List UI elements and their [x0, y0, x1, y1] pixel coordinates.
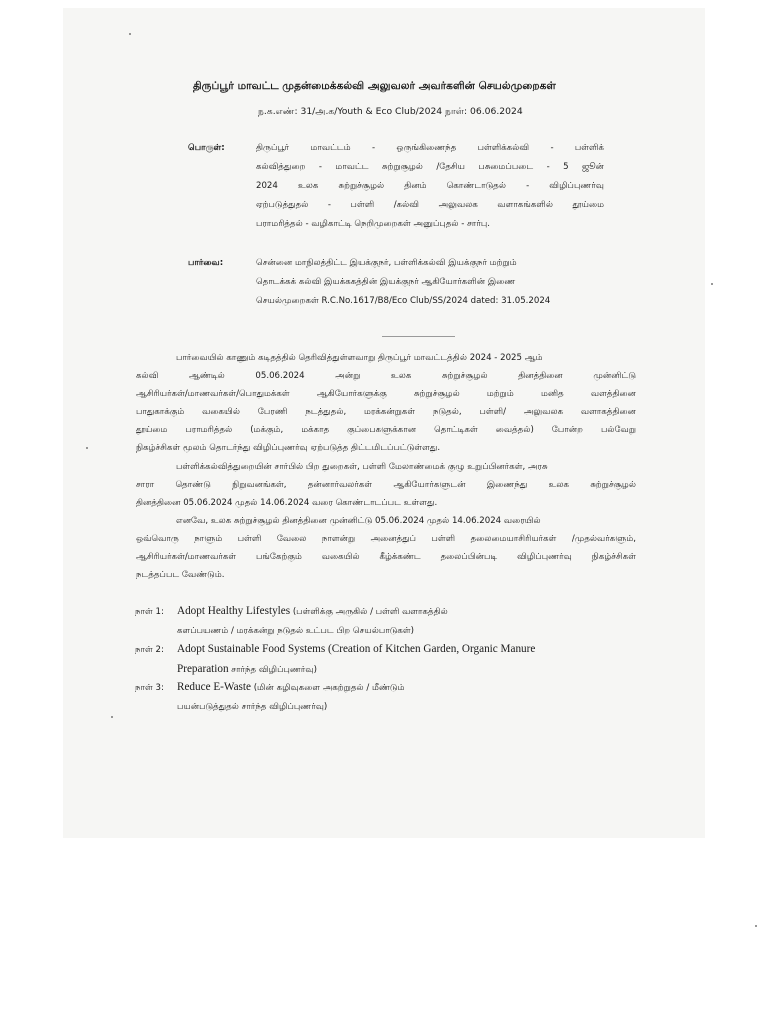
reference-line: செயல்முறைகள் R.C.No.1617/B8/Eco Club/SS/2024 dated: 31.05.2024 [256, 296, 551, 306]
paragraph-line: நிகழ்ச்சிகள் மூலம் தொடர்ந்து விழிப்புணர்வு ஏற்படுத்த திட்டமிடப்பட்டுள்ளது. [136, 443, 441, 453]
day-title-detail: (பள்ளிக்கு அருகில் / பள்ளி வளாகத்தில் [290, 607, 448, 617]
subject-label [188, 139, 225, 158]
day-label: நாள் 2: [135, 645, 164, 655]
paragraph-line: சாரா தொண்டு நிறுவனங்கள், தன்னார்வலர்கள் ஆகியோர்களுடன் இணைந்து உலக சுற்றுச்சூழல் [136, 480, 636, 490]
paragraph-line: பாதுகாக்கும் வகையில் பேரணி நடத்துதல், மரக்கன்றுகள் நடுதல், பள்ளி/ அலுவலக வளாகத்தினை [136, 407, 636, 417]
day-title: Adopt Sustainable Food Systems (Creation of Kitchen Garden, Organic Manure [177, 643, 536, 655]
day-detail-ta: சார்ந்த விழிப்புணர்வு) [228, 665, 317, 675]
scan-speck [86, 447, 88, 449]
section-divider [382, 336, 455, 337]
day-detail [135, 660, 535, 680]
day-item-1 [135, 602, 448, 641]
body-paragraph-1 [136, 349, 636, 457]
day-detail: களப்பயணம் / மரக்கன்று நடுதல் உட்பட பிற செயல்பாடுகள்) [177, 626, 414, 636]
subject-line: கல்வித்துறை - மாவட்ட சுற்றுசூழல் /தேசிய பசுமைப்படை - 5 ஜூன் [256, 162, 604, 172]
day-title: Reduce E-Waste [177, 681, 251, 693]
paragraph-line: கல்வி ஆண்டில் 05.06.2024 அன்று உலக சுற்றுச்சூழல் தினத்தினை முன்னிட்டு [136, 371, 636, 381]
day-title-detail: (மின் கழிவுகளை அகற்றுதல் / மீண்டும் [250, 683, 405, 693]
reference-line: சென்னை மாநிலத்திட்ட இயக்குநர், பள்ளிக்கல்வி இயக்குநர் மற்றும் [256, 258, 517, 268]
paragraph-line: ஆசிரியர்கள்/மாணவர்கள் பங்கேற்கும் வகையில் கீழ்க்கண்ட தலைப்பின்படி விழிப்புணர்வு நிகழ்ச்சிகள் [136, 552, 636, 562]
day-detail: பயன்படுத்துதல் சார்ந்த விழிப்புணர்வு) [177, 702, 328, 712]
body-paragraph-2 [136, 458, 636, 512]
paragraph-line: பார்வையில் காணும் கடிதத்தில் தெரிவித்துள்ளவாறு திருப்பூர் மாவட்டத்தில் 2024 - 2025 ஆம் [176, 353, 543, 363]
body-paragraph-3 [136, 512, 636, 584]
paragraph-line: ஆசிரியர்கள்/மாணவர்கள்/பொதுமக்கள் ஆகியோர்களுக்கு சுற்றுச்சூழல் மற்றும் மனித வளத்தினை [136, 389, 636, 399]
day-detail-en: Preparation [177, 663, 229, 675]
subject-label-text: பொருள்: [188, 143, 225, 153]
day-item-3 [135, 678, 405, 717]
reference-text [256, 254, 604, 311]
reference-label [188, 254, 223, 273]
paragraph-line: பள்ளிக்கல்வித்துறையின் சார்பில் பிற துறைகள், பள்ளி மேலாண்மைக் குழு உறுப்பினர்கள், அரசு [176, 462, 548, 472]
scan-speck [755, 925, 757, 927]
day-title: Adopt Healthy Lifestyles [177, 605, 291, 617]
paragraph-line: தூய்மை பராமரித்தல் (மக்கும், மக்காத குப்பைகளுக்கான தொட்டிகள் வைத்தல்) போன்ற பல்வேறு [136, 425, 636, 435]
scan-speck [129, 33, 131, 35]
day-item-2 [135, 640, 535, 680]
subject-line: ஏற்படுத்துதல் - பள்ளி /கல்வி அலுவலக வளாகங்களில் தூய்மை [256, 200, 604, 210]
subject-line: 2024 உலக சுற்றுச்சூழல் தினம் கொண்டாடுதல் - விழிப்புணர்வு [256, 181, 604, 191]
day-label: நாள் 3: [135, 683, 164, 693]
subject-line: பராமரித்தல் - வழிகாட்டி நெறிமுறைகள் அனுப்புதல் - சார்பு. [256, 219, 490, 229]
reference-line: தொடக்கக் கல்வி இயக்ககத்தின் இயக்குநர் ஆகியோர்களின் இணை [256, 277, 516, 287]
scan-speck [711, 283, 713, 285]
paragraph-line: தினத்தினை 05.06.2024 முதல் 14.06.2024 வரை கொண்டாடப்பட உள்ளது. [136, 498, 438, 508]
reference-number: ந.க.எண்: 31/அ.க/Youth & Eco Club/2024 நாள்: 06.06.2024 [258, 106, 523, 117]
subject-text [256, 139, 604, 234]
paragraph-line: நடத்தப்பட வேண்டும். [136, 570, 225, 580]
reference-label-text: பார்வை: [188, 258, 224, 268]
subject-line: திருப்பூர் மாவட்டம் - ஒருங்கிணைந்த பள்ளிக்கல்வி - பள்ளிக் [256, 143, 604, 153]
paragraph-line: எனவே, உலக சுற்றுச்சூழல் தினத்தினை முன்னிட்டு 05.06.2024 முதல் 14.06.2024 வரையில் [176, 516, 541, 526]
scan-speck [111, 716, 113, 718]
paragraph-line: ஒவ்வொரு நாளும் பள்ளி வேலை நாளன்று அனைத்துப் பள்ளி தலைமையாசிரியர்கள் /முதல்வர்களும், [136, 534, 636, 544]
document-title: திருப்பூர் மாவட்ட முதன்மைக்கல்வி அலுவலர் அவர்களின் செயல்முறைகள் [193, 80, 556, 92]
day-label: நாள் 1: [135, 607, 164, 617]
